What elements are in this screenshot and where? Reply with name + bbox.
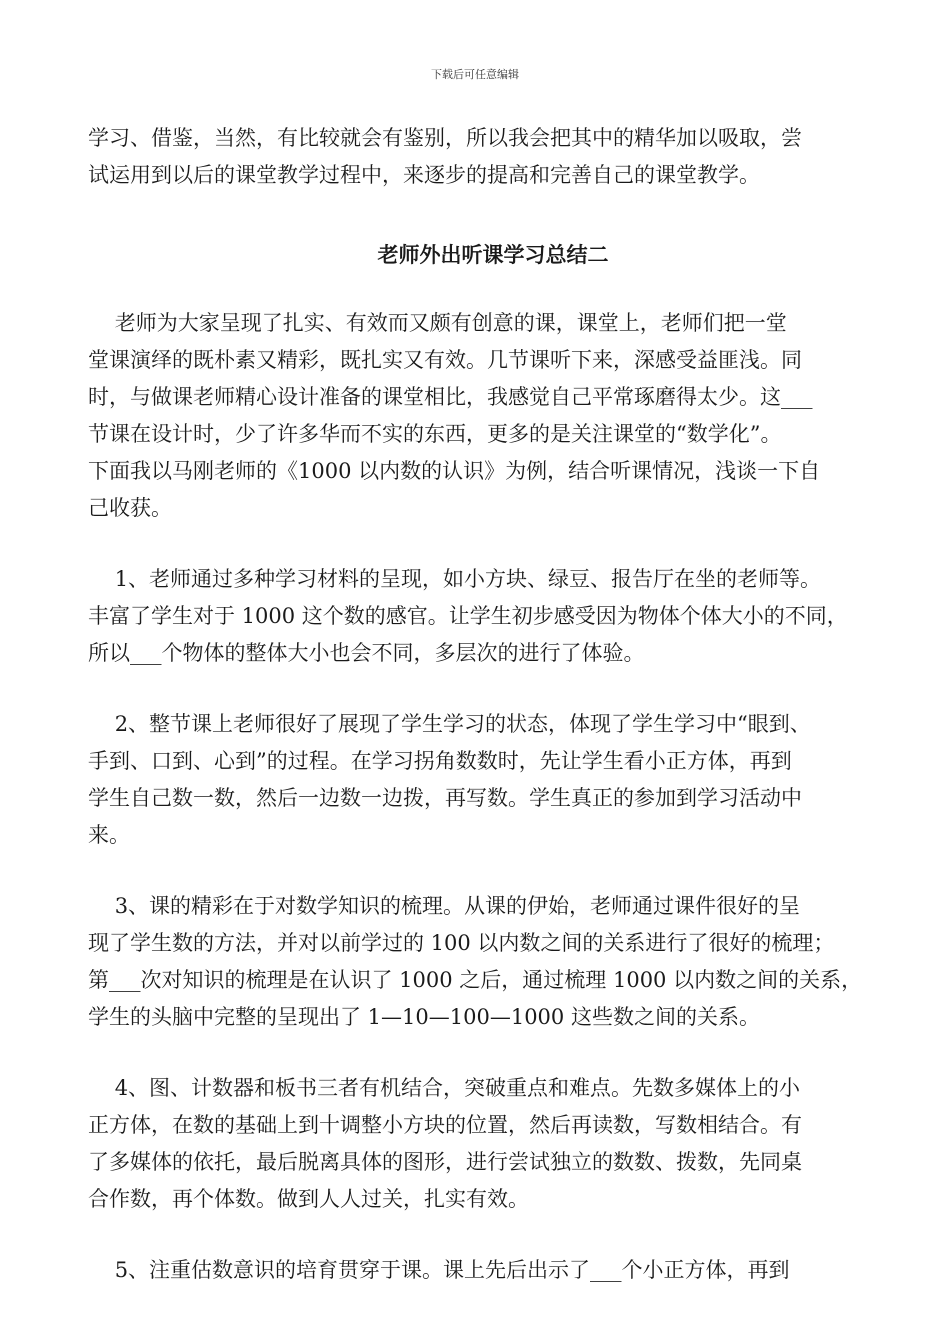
text-line: 试运用到以后的课堂教学过程中，来逐步的提高和完善自己的课堂教学。 bbox=[88, 163, 760, 187]
text-line: 1、老师通过多种学习材料的呈现，如小方块、绿豆、报告厅在坐的老师等。 bbox=[88, 567, 822, 591]
paragraph-5 bbox=[88, 1070, 878, 1218]
text-line: 学生自己数一数，然后一边数一边拨，再写数。学生真正的参加到学习活动中 bbox=[88, 786, 802, 810]
text-line: 堂课演绎的既朴素又精彩，既扎实又有效。几节课听下来，深感受益匪浅。同 bbox=[88, 348, 802, 372]
text-line: 来。 bbox=[88, 823, 130, 847]
text-line: 现了学生数的方法，并对以前学过的 100 以内数之间的关系进行了很好的梳理； bbox=[88, 931, 835, 955]
text-line: 合作数，再个体数。做到人人过关，扎实有效。 bbox=[88, 1187, 529, 1211]
text-line: 学生的头脑中完整的呈现出了 1—10—100—1000 这些数之间的关系。 bbox=[88, 1005, 760, 1029]
text-line: 节课在设计时，少了许多华而不实的东西，更多的是关注课堂的“数学化”。 bbox=[88, 422, 782, 446]
text-line: 正方体，在数的基础上到十调整小方块的位置，然后再读数，写数相结合。有 bbox=[88, 1113, 802, 1137]
text-line: 2、整节课上老师很好了展现了学生学习的状态，体现了学生学习中“眼到、 bbox=[88, 712, 811, 736]
paragraph-3 bbox=[88, 706, 878, 854]
text-line: 了多媒体的依托，最后脱离具体的图形，进行尝试独立的数数、拨数，先同桌 bbox=[88, 1150, 802, 1174]
text-line: 5、注重估数意识的培育贯穿于课。课上先后出示了___个小正方体，再到 bbox=[88, 1258, 790, 1282]
text-line: 时，与做课老师精心设计准备的课堂相比，我感觉自己平常琢磨得太少。这___ bbox=[88, 385, 813, 409]
intro-paragraph bbox=[88, 120, 878, 194]
paragraph-2 bbox=[88, 561, 878, 672]
text-line: 手到、口到、心到”的过程。在学习拐角数数时，先让学生看小正方体，再到 bbox=[88, 749, 792, 773]
text-line: 第___次对知识的梳理是在认识了 1000 之后，通过梳理 1000 以内数之间的关系， bbox=[88, 968, 863, 992]
text-line: 老师为大家呈现了扎实、有效而又颇有创意的课，课堂上，老师们把一堂 bbox=[88, 311, 787, 335]
paragraph-1 bbox=[88, 305, 878, 527]
text-line: 3、课的精彩在于对数学知识的梳理。从课的伊始，老师通过课件很好的呈 bbox=[88, 894, 801, 918]
paragraph-4 bbox=[88, 888, 878, 1036]
text-line: 学习、借鉴，当然，有比较就会有鉴别，所以我会把其中的精华加以吸取，尝 bbox=[88, 126, 802, 150]
paragraph-6 bbox=[88, 1252, 878, 1289]
text-line: 丰富了学生对于 1000 这个数的感官。让学生初步感受因为物体个体大小的不同， bbox=[88, 604, 848, 628]
text-line: 下面我以马刚老师的《1000 以内数的认识》为例，结合听课情况，浅谈一下自 bbox=[88, 459, 821, 483]
text-line: 己收获。 bbox=[88, 496, 172, 520]
section-title: 老师外出听课学习总结二 bbox=[377, 242, 609, 267]
header-note: 下载后可任意编辑 bbox=[431, 68, 519, 81]
text-line: 4、图、计数器和板书三者有机结合，突破重点和难点。先数多媒体上的小 bbox=[88, 1076, 801, 1100]
text-line: 所以___个物体的整体大小也会不同，多层次的进行了体验。 bbox=[88, 641, 645, 665]
document-body bbox=[88, 120, 878, 1323]
